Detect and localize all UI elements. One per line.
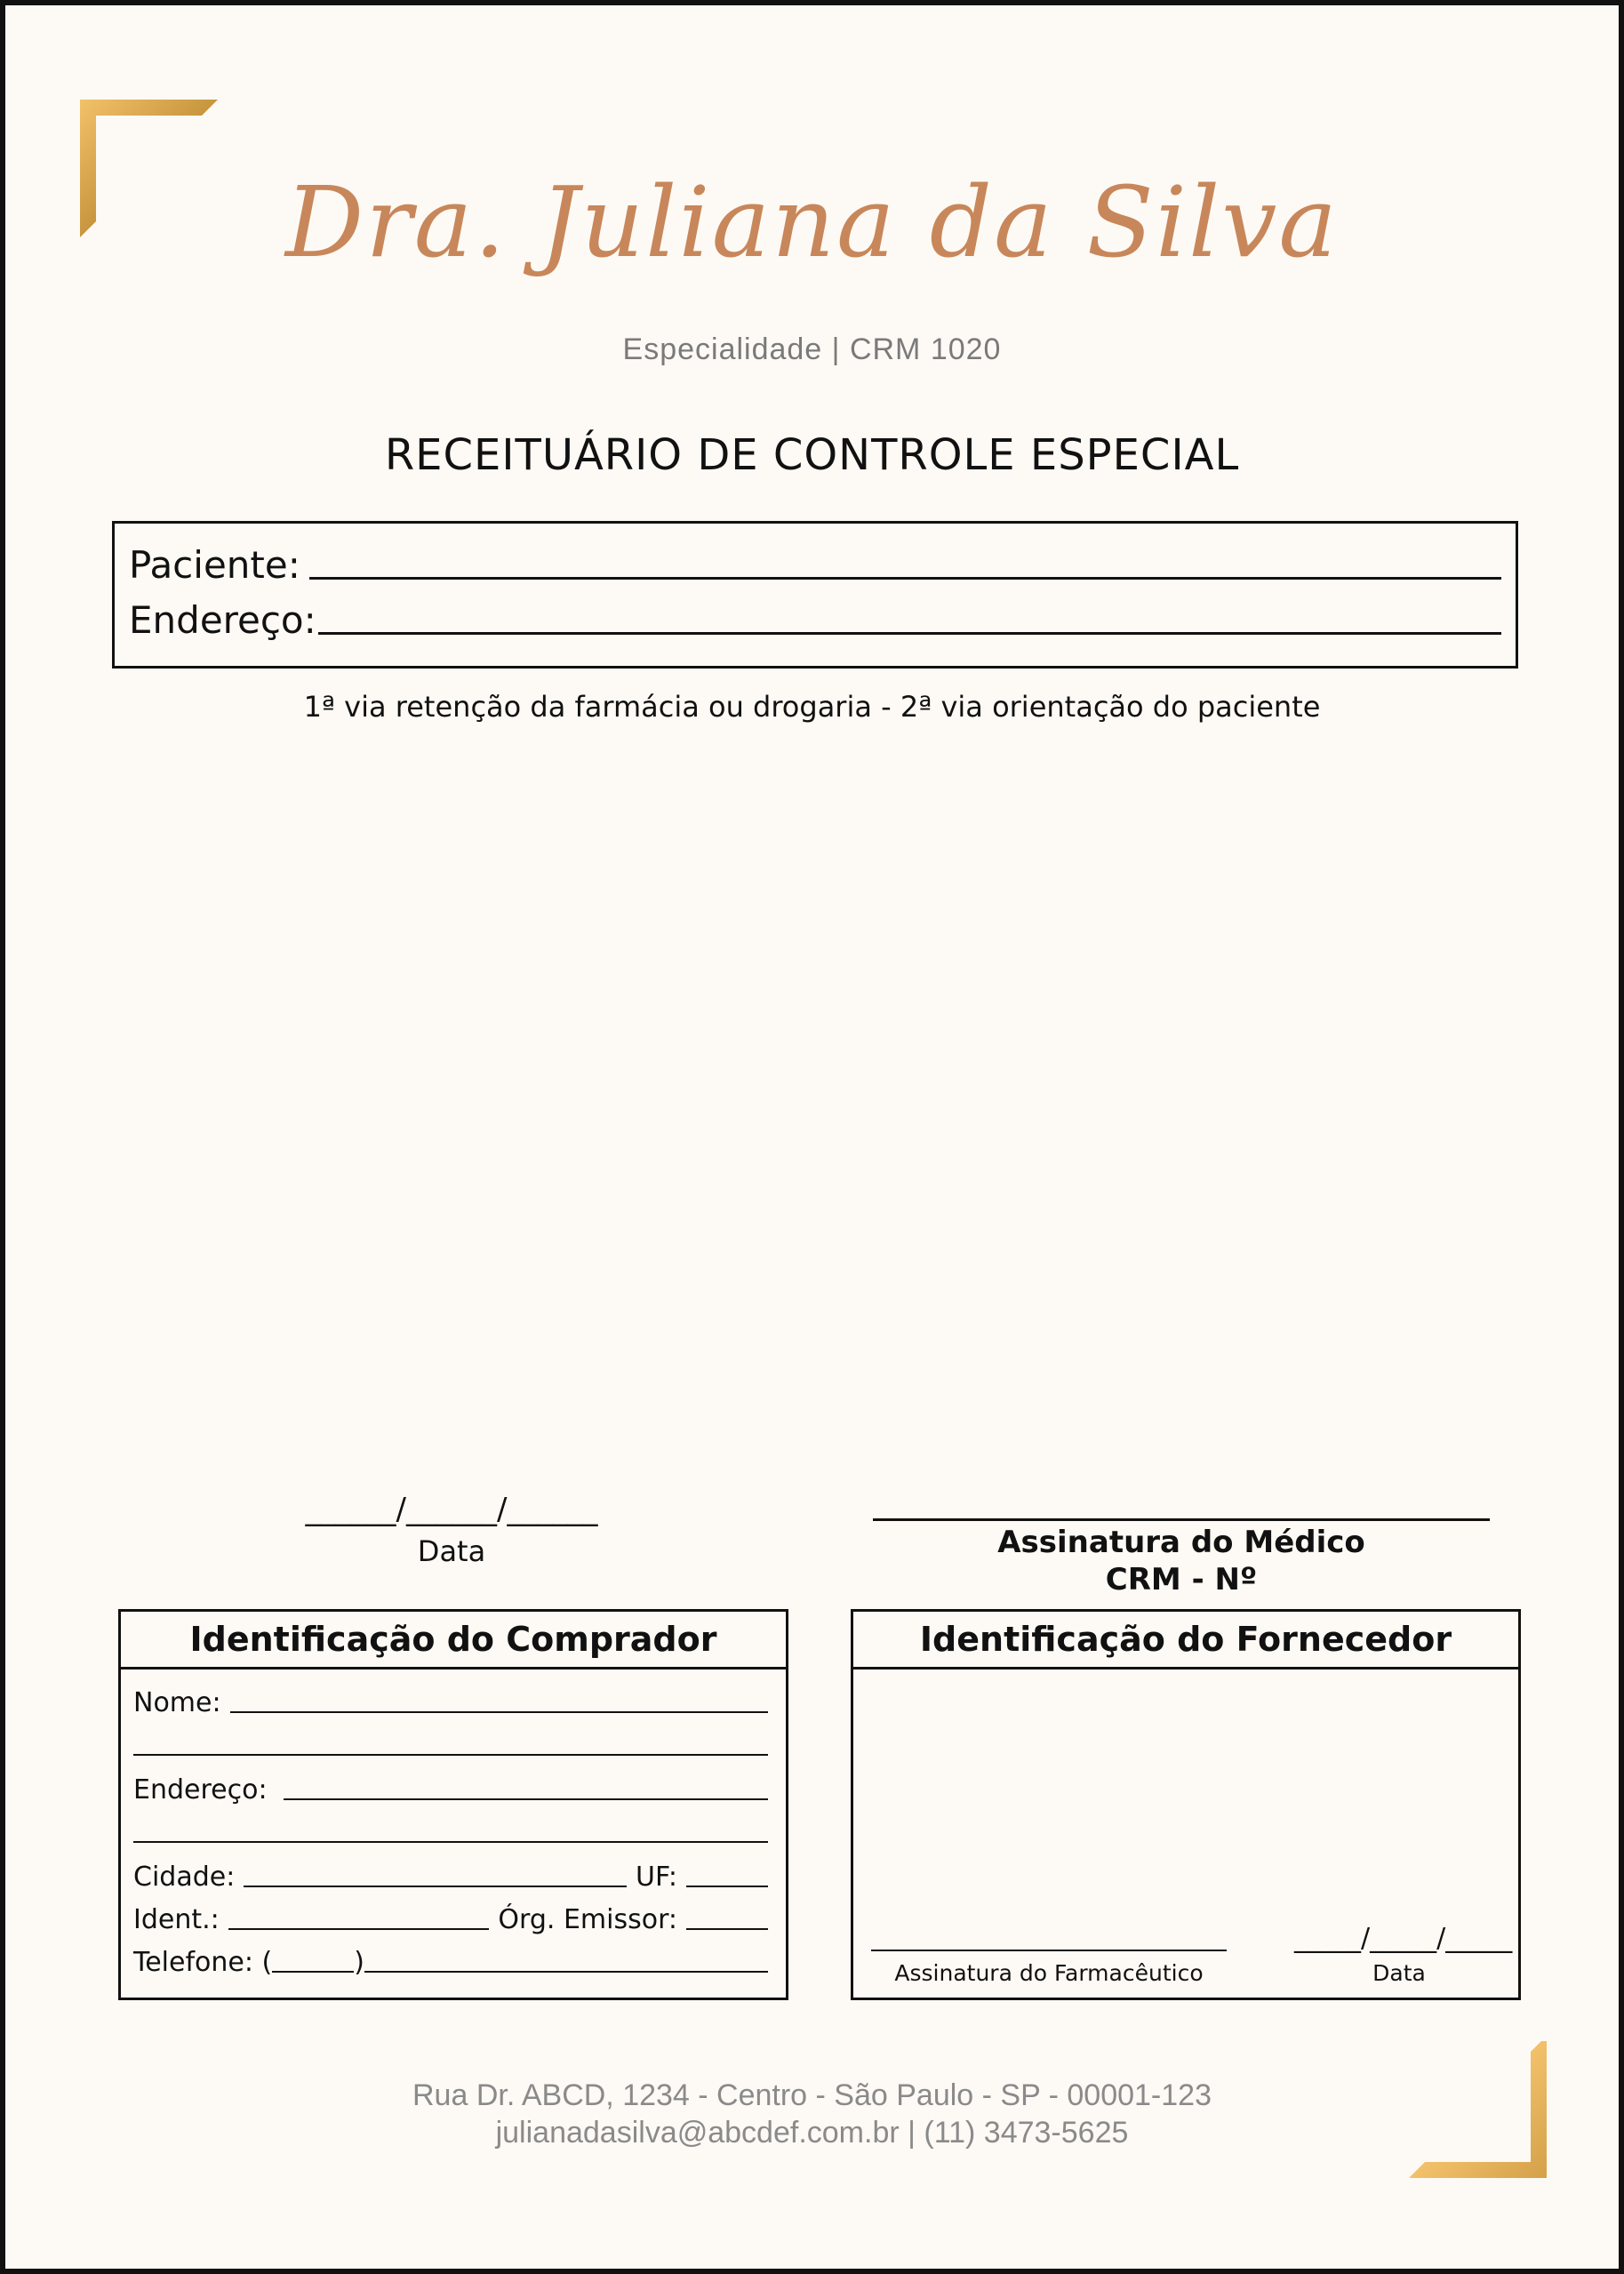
buyer-address-row[interactable] — [133, 1770, 768, 1806]
buyer-ident-row[interactable] — [133, 1900, 768, 1935]
supplier-date-label: Data — [1372, 1960, 1426, 1986]
buyer-phone-line — [364, 1971, 768, 1973]
pharmacist-signature-line[interactable] — [871, 1950, 1227, 1951]
document-title: RECEITUÁRIO DE CONTROLE ESPECIAL — [384, 430, 1240, 480]
footer-address: Rua Dr. ABCD, 1234 - Centro - São Paulo - SP - 00001-123 — [412, 2078, 1212, 2112]
doctor-signature-label: Assinatura do Médico — [997, 1525, 1365, 1560]
buyer-identification-box — [118, 1609, 788, 2000]
patient-field[interactable] — [129, 543, 1501, 587]
specialty-crm: Especialidade | CRM 1020 — [622, 332, 1002, 366]
buyer-issuer-label: Órg. Emissor: — [498, 1904, 677, 1935]
address-label: Endereço: — [129, 598, 316, 642]
supplier-date-placeholder[interactable]: _____/_____/_____ — [1294, 1923, 1513, 1954]
buyer-address-line — [284, 1798, 768, 1800]
buyer-city-label: Cidade: — [133, 1862, 236, 1893]
via-note: 1ª via retenção da farmácia ou drogaria - 2ª via orientação do paciente — [303, 690, 1321, 724]
buyer-issuer-line — [686, 1928, 768, 1930]
buyer-address-label: Endereço: — [133, 1774, 268, 1806]
buyer-address-line-2 — [133, 1841, 768, 1843]
buyer-city-line — [244, 1886, 627, 1887]
patient-line — [309, 577, 1501, 580]
buyer-name-line — [230, 1711, 768, 1713]
supplier-title: Identificação do Fornecedor — [853, 1612, 1518, 1669]
buyer-uf-line — [686, 1886, 768, 1887]
buyer-title: Identificação do Comprador — [121, 1612, 786, 1669]
date-label: Data — [417, 1534, 486, 1568]
buyer-phone-area-line — [272, 1971, 354, 1973]
date-placeholder[interactable]: ______/______/______ — [305, 1492, 598, 1527]
buyer-phone-row[interactable] — [133, 1942, 768, 1978]
supplier-identification-box — [851, 1609, 1521, 2000]
buyer-ident-line — [228, 1928, 490, 1930]
doctor-signature-line[interactable] — [873, 1518, 1490, 1521]
buyer-name-label: Nome: — [133, 1687, 221, 1718]
crm-label: CRM - Nº — [1105, 1562, 1258, 1597]
patient-label: Paciente: — [129, 543, 300, 587]
footer-contact — [5, 2077, 1619, 2151]
doctor-signature-block — [873, 1524, 1490, 1598]
buyer-city-row[interactable] — [133, 1857, 768, 1893]
doctor-name: Dra. Juliana da Silva — [285, 165, 1339, 279]
buyer-name-row-2[interactable] — [133, 1726, 768, 1761]
patient-box — [112, 521, 1518, 669]
buyer-name-line-2 — [133, 1754, 768, 1756]
buyer-phone-label: Telefone: ( — [133, 1947, 273, 1978]
buyer-ident-label: Ident.: — [133, 1904, 220, 1935]
buyer-name-row[interactable] — [133, 1683, 768, 1718]
footer-email-phone: julianadasilva@abcdef.com.br | (11) 3473-5625 — [495, 2116, 1129, 2150]
address-line — [318, 632, 1501, 635]
address-field[interactable] — [129, 598, 1501, 642]
buyer-phone-close: ) — [354, 1947, 364, 1978]
buyer-uf-label: UF: — [636, 1862, 677, 1893]
pharmacist-signature-label: Assinatura do Farmacêutico — [894, 1960, 1204, 1986]
buyer-address-row-2[interactable] — [133, 1813, 768, 1848]
